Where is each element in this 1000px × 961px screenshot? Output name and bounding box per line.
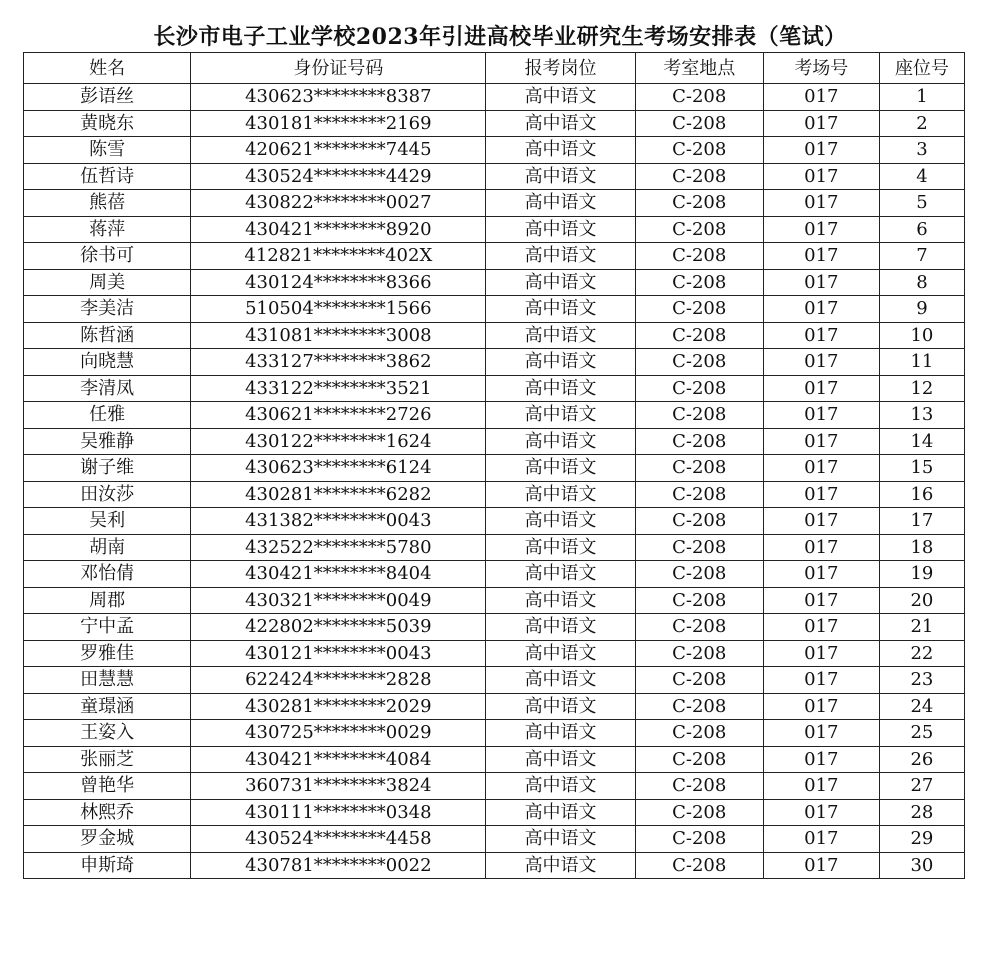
cell-id-number: 430111********0348 bbox=[191, 799, 486, 826]
cell-seat-number: 14 bbox=[879, 428, 964, 455]
cell-name: 罗金城 bbox=[24, 826, 191, 853]
cell-id-number: 432522********5780 bbox=[191, 534, 486, 561]
cell-exam-site-number: 017 bbox=[763, 534, 879, 561]
cell-room-location: C-208 bbox=[635, 773, 763, 800]
cell-exam-site-number: 017 bbox=[763, 428, 879, 455]
cell-exam-site-number: 017 bbox=[763, 190, 879, 217]
cell-id-number: 412821********402X bbox=[191, 243, 486, 270]
table-row bbox=[24, 84, 965, 111]
cell-id-number: 430281********6282 bbox=[191, 481, 486, 508]
cell-name: 伍哲诗 bbox=[24, 163, 191, 190]
cell-exam-site-number: 017 bbox=[763, 296, 879, 323]
header-name: 姓名 bbox=[24, 53, 191, 84]
cell-name: 罗雅佳 bbox=[24, 640, 191, 667]
cell-seat-number: 20 bbox=[879, 587, 964, 614]
cell-exam-site-number: 017 bbox=[763, 852, 879, 879]
cell-position: 高中语文 bbox=[486, 455, 635, 482]
cell-id-number: 430822********0027 bbox=[191, 190, 486, 217]
cell-seat-number: 27 bbox=[879, 773, 964, 800]
cell-exam-site-number: 017 bbox=[763, 693, 879, 720]
cell-name: 吴雅静 bbox=[24, 428, 191, 455]
cell-id-number: 430623********8387 bbox=[191, 84, 486, 111]
table-row bbox=[24, 243, 965, 270]
table-row bbox=[24, 693, 965, 720]
cell-name: 张丽芝 bbox=[24, 746, 191, 773]
table-row bbox=[24, 216, 965, 243]
cell-id-number: 430421********8920 bbox=[191, 216, 486, 243]
cell-exam-site-number: 017 bbox=[763, 481, 879, 508]
cell-name: 胡南 bbox=[24, 534, 191, 561]
cell-seat-number: 8 bbox=[879, 269, 964, 296]
cell-room-location: C-208 bbox=[635, 799, 763, 826]
header-id-number: 身份证号码 bbox=[191, 53, 486, 84]
cell-name: 蒋萍 bbox=[24, 216, 191, 243]
cell-position: 高中语文 bbox=[486, 190, 635, 217]
cell-id-number: 430421********8404 bbox=[191, 561, 486, 588]
header-exam-site-number: 考场号 bbox=[763, 53, 879, 84]
cell-exam-site-number: 017 bbox=[763, 667, 879, 694]
cell-position: 高中语文 bbox=[486, 375, 635, 402]
cell-seat-number: 24 bbox=[879, 693, 964, 720]
cell-exam-site-number: 017 bbox=[763, 826, 879, 853]
table-row bbox=[24, 826, 965, 853]
table-row bbox=[24, 375, 965, 402]
cell-position: 高中语文 bbox=[486, 746, 635, 773]
cell-id-number: 510504********1566 bbox=[191, 296, 486, 323]
cell-position: 高中语文 bbox=[486, 428, 635, 455]
cell-position: 高中语文 bbox=[486, 322, 635, 349]
cell-name: 黄晓东 bbox=[24, 110, 191, 137]
cell-room-location: C-208 bbox=[635, 84, 763, 111]
cell-position: 高中语文 bbox=[486, 799, 635, 826]
cell-seat-number: 6 bbox=[879, 216, 964, 243]
cell-seat-number: 13 bbox=[879, 402, 964, 429]
cell-id-number: 430725********0029 bbox=[191, 720, 486, 747]
cell-name: 曾艳华 bbox=[24, 773, 191, 800]
cell-position: 高中语文 bbox=[486, 614, 635, 641]
cell-seat-number: 11 bbox=[879, 349, 964, 376]
cell-room-location: C-208 bbox=[635, 110, 763, 137]
table-row bbox=[24, 720, 965, 747]
cell-seat-number: 23 bbox=[879, 667, 964, 694]
table-row bbox=[24, 667, 965, 694]
cell-seat-number: 22 bbox=[879, 640, 964, 667]
cell-id-number: 430524********4429 bbox=[191, 163, 486, 190]
table-row bbox=[24, 773, 965, 800]
cell-room-location: C-208 bbox=[635, 481, 763, 508]
cell-position: 高中语文 bbox=[486, 296, 635, 323]
cell-position: 高中语文 bbox=[486, 693, 635, 720]
cell-seat-number: 2 bbox=[879, 110, 964, 137]
cell-exam-site-number: 017 bbox=[763, 110, 879, 137]
cell-name: 申斯琦 bbox=[24, 852, 191, 879]
cell-seat-number: 16 bbox=[879, 481, 964, 508]
cell-exam-site-number: 017 bbox=[763, 375, 879, 402]
table-header-row bbox=[24, 53, 965, 84]
header-seat-number: 座位号 bbox=[879, 53, 964, 84]
cell-position: 高中语文 bbox=[486, 720, 635, 747]
cell-seat-number: 12 bbox=[879, 375, 964, 402]
cell-name: 田汝莎 bbox=[24, 481, 191, 508]
cell-name: 陈哲涵 bbox=[24, 322, 191, 349]
cell-seat-number: 25 bbox=[879, 720, 964, 747]
table-row bbox=[24, 746, 965, 773]
cell-exam-site-number: 017 bbox=[763, 402, 879, 429]
cell-name: 宁中孟 bbox=[24, 614, 191, 641]
cell-room-location: C-208 bbox=[635, 322, 763, 349]
cell-room-location: C-208 bbox=[635, 746, 763, 773]
header-position: 报考岗位 bbox=[486, 53, 635, 84]
cell-exam-site-number: 017 bbox=[763, 269, 879, 296]
cell-position: 高中语文 bbox=[486, 773, 635, 800]
cell-room-location: C-208 bbox=[635, 614, 763, 641]
cell-room-location: C-208 bbox=[635, 587, 763, 614]
cell-exam-site-number: 017 bbox=[763, 720, 879, 747]
table-row bbox=[24, 799, 965, 826]
cell-room-location: C-208 bbox=[635, 561, 763, 588]
cell-id-number: 430281********2029 bbox=[191, 693, 486, 720]
cell-name: 童璟涵 bbox=[24, 693, 191, 720]
table-row bbox=[24, 852, 965, 879]
table-body bbox=[24, 84, 965, 879]
cell-room-location: C-208 bbox=[635, 296, 763, 323]
cell-room-location: C-208 bbox=[635, 190, 763, 217]
cell-id-number: 430181********2169 bbox=[191, 110, 486, 137]
cell-seat-number: 26 bbox=[879, 746, 964, 773]
table-row bbox=[24, 137, 965, 164]
table-row bbox=[24, 163, 965, 190]
cell-seat-number: 9 bbox=[879, 296, 964, 323]
cell-room-location: C-208 bbox=[635, 534, 763, 561]
cell-room-location: C-208 bbox=[635, 137, 763, 164]
cell-id-number: 430321********0049 bbox=[191, 587, 486, 614]
cell-seat-number: 1 bbox=[879, 84, 964, 111]
cell-position: 高中语文 bbox=[486, 534, 635, 561]
cell-exam-site-number: 017 bbox=[763, 640, 879, 667]
cell-position: 高中语文 bbox=[486, 402, 635, 429]
cell-id-number: 420621********7445 bbox=[191, 137, 486, 164]
table-row bbox=[24, 455, 965, 482]
cell-seat-number: 17 bbox=[879, 508, 964, 535]
table-row bbox=[24, 508, 965, 535]
cell-position: 高中语文 bbox=[486, 216, 635, 243]
cell-exam-site-number: 017 bbox=[763, 322, 879, 349]
cell-position: 高中语文 bbox=[486, 481, 635, 508]
table-row bbox=[24, 614, 965, 641]
cell-position: 高中语文 bbox=[486, 84, 635, 111]
cell-id-number: 422802********5039 bbox=[191, 614, 486, 641]
table-row bbox=[24, 481, 965, 508]
cell-room-location: C-208 bbox=[635, 455, 763, 482]
table-row bbox=[24, 110, 965, 137]
cell-exam-site-number: 017 bbox=[763, 455, 879, 482]
cell-position: 高中语文 bbox=[486, 826, 635, 853]
cell-seat-number: 21 bbox=[879, 614, 964, 641]
cell-position: 高中语文 bbox=[486, 561, 635, 588]
cell-position: 高中语文 bbox=[486, 110, 635, 137]
cell-position: 高中语文 bbox=[486, 587, 635, 614]
cell-name: 陈雪 bbox=[24, 137, 191, 164]
cell-name: 谢子维 bbox=[24, 455, 191, 482]
cell-exam-site-number: 017 bbox=[763, 349, 879, 376]
cell-name: 徐书可 bbox=[24, 243, 191, 270]
cell-exam-site-number: 017 bbox=[763, 243, 879, 270]
cell-id-number: 622424********2828 bbox=[191, 667, 486, 694]
table-row bbox=[24, 322, 965, 349]
cell-position: 高中语文 bbox=[486, 163, 635, 190]
cell-exam-site-number: 017 bbox=[763, 746, 879, 773]
cell-position: 高中语文 bbox=[486, 349, 635, 376]
cell-seat-number: 5 bbox=[879, 190, 964, 217]
cell-id-number: 430524********4458 bbox=[191, 826, 486, 853]
cell-seat-number: 10 bbox=[879, 322, 964, 349]
cell-exam-site-number: 017 bbox=[763, 614, 879, 641]
cell-exam-site-number: 017 bbox=[763, 137, 879, 164]
cell-position: 高中语文 bbox=[486, 137, 635, 164]
cell-id-number: 430121********0043 bbox=[191, 640, 486, 667]
cell-room-location: C-208 bbox=[635, 508, 763, 535]
cell-position: 高中语文 bbox=[486, 640, 635, 667]
cell-room-location: C-208 bbox=[635, 349, 763, 376]
table-row bbox=[24, 349, 965, 376]
cell-room-location: C-208 bbox=[635, 693, 763, 720]
cell-seat-number: 30 bbox=[879, 852, 964, 879]
cell-position: 高中语文 bbox=[486, 269, 635, 296]
cell-id-number: 431382********0043 bbox=[191, 508, 486, 535]
table-row bbox=[24, 190, 965, 217]
cell-exam-site-number: 017 bbox=[763, 773, 879, 800]
table-row bbox=[24, 534, 965, 561]
cell-name: 李清凤 bbox=[24, 375, 191, 402]
cell-name: 周美 bbox=[24, 269, 191, 296]
cell-id-number: 433122********3521 bbox=[191, 375, 486, 402]
table-row bbox=[24, 269, 965, 296]
cell-seat-number: 4 bbox=[879, 163, 964, 190]
cell-room-location: C-208 bbox=[635, 826, 763, 853]
cell-room-location: C-208 bbox=[635, 163, 763, 190]
cell-room-location: C-208 bbox=[635, 243, 763, 270]
cell-room-location: C-208 bbox=[635, 402, 763, 429]
cell-room-location: C-208 bbox=[635, 852, 763, 879]
cell-room-location: C-208 bbox=[635, 720, 763, 747]
cell-id-number: 430122********1624 bbox=[191, 428, 486, 455]
cell-seat-number: 28 bbox=[879, 799, 964, 826]
cell-name: 王姿入 bbox=[24, 720, 191, 747]
cell-room-location: C-208 bbox=[635, 269, 763, 296]
cell-name: 吴利 bbox=[24, 508, 191, 535]
cell-exam-site-number: 017 bbox=[763, 587, 879, 614]
table-row bbox=[24, 402, 965, 429]
cell-exam-site-number: 017 bbox=[763, 508, 879, 535]
cell-id-number: 430621********2726 bbox=[191, 402, 486, 429]
cell-seat-number: 7 bbox=[879, 243, 964, 270]
cell-seat-number: 19 bbox=[879, 561, 964, 588]
cell-name: 彭语丝 bbox=[24, 84, 191, 111]
cell-id-number: 430781********0022 bbox=[191, 852, 486, 879]
cell-seat-number: 3 bbox=[879, 137, 964, 164]
cell-exam-site-number: 017 bbox=[763, 163, 879, 190]
table-row bbox=[24, 428, 965, 455]
cell-room-location: C-208 bbox=[635, 375, 763, 402]
cell-seat-number: 15 bbox=[879, 455, 964, 482]
cell-name: 周郡 bbox=[24, 587, 191, 614]
table-row bbox=[24, 640, 965, 667]
table-row bbox=[24, 296, 965, 323]
table-row bbox=[24, 587, 965, 614]
cell-exam-site-number: 017 bbox=[763, 84, 879, 111]
cell-name: 田慧慧 bbox=[24, 667, 191, 694]
cell-room-location: C-208 bbox=[635, 216, 763, 243]
cell-name: 林熙乔 bbox=[24, 799, 191, 826]
cell-id-number: 430124********8366 bbox=[191, 269, 486, 296]
cell-name: 任雅 bbox=[24, 402, 191, 429]
cell-id-number: 433127********3862 bbox=[191, 349, 486, 376]
cell-name: 李美洁 bbox=[24, 296, 191, 323]
exam-seating-table bbox=[23, 52, 965, 879]
cell-id-number: 430421********4084 bbox=[191, 746, 486, 773]
cell-room-location: C-208 bbox=[635, 667, 763, 694]
cell-id-number: 431081********3008 bbox=[191, 322, 486, 349]
page-title: 长沙市电子工业学校2023年引进高校毕业研究生考场安排表（笔试） bbox=[153, 24, 847, 50]
cell-seat-number: 29 bbox=[879, 826, 964, 853]
cell-exam-site-number: 017 bbox=[763, 561, 879, 588]
cell-position: 高中语文 bbox=[486, 667, 635, 694]
cell-exam-site-number: 017 bbox=[763, 799, 879, 826]
cell-name: 向晓慧 bbox=[24, 349, 191, 376]
cell-id-number: 360731********3824 bbox=[191, 773, 486, 800]
cell-name: 熊蓓 bbox=[24, 190, 191, 217]
cell-seat-number: 18 bbox=[879, 534, 964, 561]
cell-position: 高中语文 bbox=[486, 852, 635, 879]
cell-room-location: C-208 bbox=[635, 428, 763, 455]
cell-position: 高中语文 bbox=[486, 243, 635, 270]
cell-exam-site-number: 017 bbox=[763, 216, 879, 243]
table-row bbox=[24, 561, 965, 588]
cell-name: 邓怡倩 bbox=[24, 561, 191, 588]
header-room-location: 考室地点 bbox=[635, 53, 763, 84]
cell-id-number: 430623********6124 bbox=[191, 455, 486, 482]
cell-position: 高中语文 bbox=[486, 508, 635, 535]
cell-room-location: C-208 bbox=[635, 640, 763, 667]
